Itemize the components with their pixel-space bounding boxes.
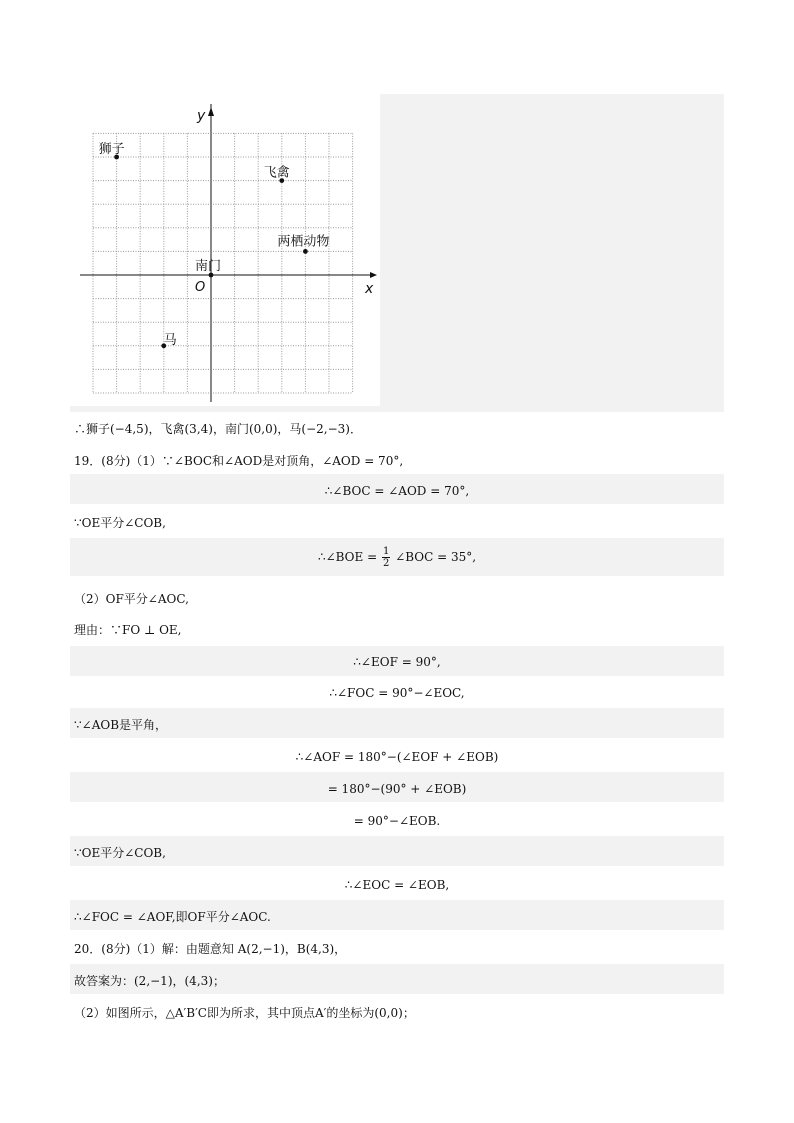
point-marker	[303, 249, 308, 254]
equation-line: ∴∠BOC = ∠AOD = 70°,	[324, 484, 470, 498]
coordinate-grid	[70, 94, 380, 406]
conclusion-line: ∴∠FOC = ∠AOF,即OF平分∠AOC.	[74, 910, 271, 924]
question-19-header: 19．(8分)（1）∵∠BOC和∠AOD是对顶角，∠AOD = 70°,	[74, 454, 404, 468]
part-2-line: （2）如图所示，△A′B′C即为所求，其中顶点A′的坐标为(0,0)；	[74, 1006, 415, 1020]
fraction-equation	[74, 542, 720, 572]
equation-part: ∠BOC = 35°,	[395, 550, 477, 564]
point-label: 两栖动物	[277, 234, 330, 250]
x-axis-label: x	[365, 281, 374, 297]
reason-line: ∵OE平分∠COB,	[74, 846, 166, 860]
reason-line: ∵OE平分∠COB,	[74, 516, 166, 530]
point-label: 马	[163, 332, 177, 348]
fraction	[382, 546, 390, 569]
point-label: 狮子	[98, 142, 125, 157]
part-2-line: （2）OF平分∠AOC,	[74, 592, 189, 606]
question-20-header: 20．(8分)（1）解：由题意知 A(2,−1)，B(4,3)，	[74, 942, 347, 956]
reason-line: ∵∠AOB是平角，	[74, 718, 168, 732]
equation-line: = 180°−(90° + ∠EOB)	[327, 782, 467, 796]
answer-line: 故答案为：(2,−1)，(4,3)；	[74, 974, 225, 988]
map-figure	[70, 94, 380, 406]
equation-line: ∴∠EOC = ∠EOB,	[344, 878, 450, 892]
equation-line: ∴∠AOF = 180°−(∠EOF + ∠EOB)	[295, 750, 499, 764]
reason-line: 理由：∵FO ⊥ OE,	[74, 623, 182, 637]
point-label: 南门	[195, 259, 222, 274]
fraction-numerator: 1	[382, 546, 390, 557]
equation-line: ∴∠EOF = 90°,	[353, 655, 441, 669]
answer-line: ∴狮子(−4,5)，飞禽(3,4)，南门(0,0)，马(−2,−3)．	[74, 422, 362, 436]
solution-sheet	[70, 94, 724, 1026]
origin-label: O	[195, 280, 206, 295]
y-axis-label: y	[197, 108, 206, 124]
y-axis-arrow	[208, 107, 214, 116]
x-axis-arrow	[370, 272, 377, 278]
equation-line: ∴∠FOC = 90°−∠EOC,	[329, 686, 465, 700]
equation-part: ∴∠BOE =	[317, 550, 378, 564]
equation-line: = 90°−∠EOB.	[353, 814, 441, 828]
fraction-denominator: 2	[382, 558, 390, 569]
point-label: 飞禽	[263, 165, 290, 181]
